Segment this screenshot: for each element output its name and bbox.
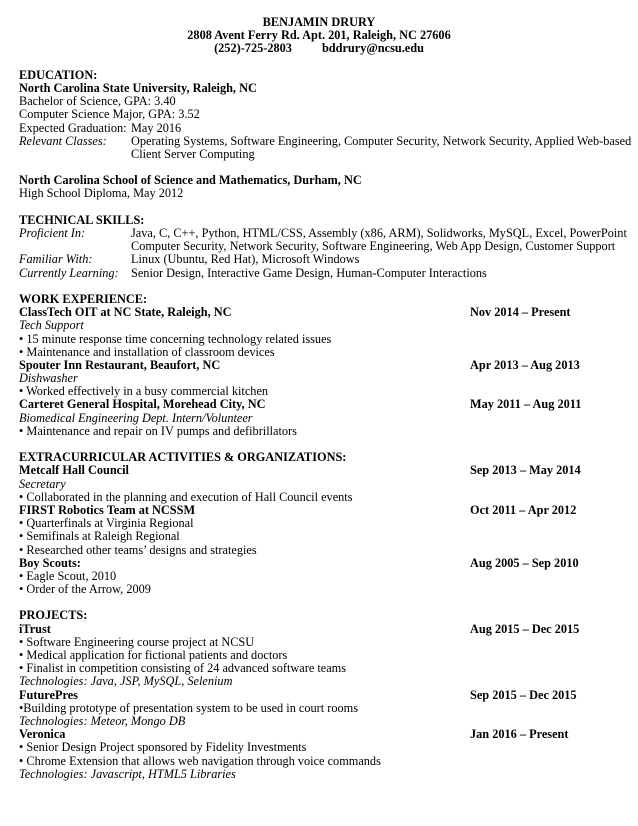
graduation-row: [19, 122, 619, 135]
learning-row: [19, 267, 619, 280]
job-title-row: [19, 306, 619, 319]
proficient-label: Proficient In:: [19, 226, 86, 240]
classes-row: [19, 133, 632, 148]
activity-org: Boy Scouts:: [19, 555, 81, 570]
list-item: • Collaborated in the planning and execution of Hall Council events: [19, 489, 353, 504]
school-ncsu: North Carolina State University, Raleigh, NC: [19, 80, 257, 95]
project-name: Veronica: [19, 727, 66, 742]
project-tech: Technologies: Java, JSP, MySQL, Selenium: [19, 674, 233, 689]
list-item: • Worked effectively in a busy commercial kitchen: [19, 384, 269, 399]
classes-value-1: Operating Systems, Software Engineering, Computer Security, Network Security, Applied Web-based: [131, 133, 632, 148]
familiar-row: [19, 253, 619, 266]
job-org: ClassTech OIT at NC State, Raleigh, NC: [19, 305, 232, 320]
job-role: Biomedical Engineering Dept. Intern/Volunteer: [19, 410, 253, 425]
list-item: • Maintenance and installation of classroom devices: [19, 344, 275, 359]
learning-label: Currently Learning:: [19, 265, 119, 280]
project-date: Jan 2016 – Present: [470, 727, 569, 742]
list-item: • Senior Design Project sponsored by Fidelity Investments: [19, 740, 307, 755]
projects-heading: PROJECTS:: [19, 608, 88, 623]
list-item: • Software Engineering course project at NCSU: [19, 634, 255, 649]
proficient-value-1: Java, C, C++, Python, HTML/CSS, Assembly (x86, ARM), Solidworks, MySQL, Excel, PowerPoint: [131, 226, 627, 240]
list-item: • Medical application for fictional patients and doctors: [19, 648, 288, 662]
list-item: •Building prototype of presentation system to be used in court rooms: [19, 700, 359, 715]
classes-row-2: [19, 148, 619, 161]
project-name: iTrust: [19, 621, 51, 636]
activity-role: Secretary: [19, 476, 66, 491]
education-heading: EDUCATION:: [19, 67, 98, 82]
list-item: • Chrome Extension that allows web navigation through voice commands: [19, 753, 381, 768]
job-title-row: [19, 359, 619, 372]
graduation-value: May 2016: [131, 120, 182, 135]
activity-org: Metcalf Hall Council: [19, 463, 129, 478]
contact-line: [19, 42, 619, 55]
proficient-value-2: Computer Security, Network Security, Software Engineering, Web App Design, Customer Support: [131, 239, 616, 254]
project-tech: Technologies: Meteor, Mongo DB: [19, 713, 186, 728]
list-item: • Order of the Arrow, 2009: [19, 582, 151, 597]
job-title-row: [19, 398, 619, 411]
email[interactable]: bddrury@ncsu.edu: [321, 41, 424, 56]
learning-value: Senior Design, Interactive Game Design, Human-Computer Interactions: [131, 265, 487, 280]
major-cs: Computer Science Major, GPA: 3.52: [19, 107, 200, 122]
job-date: May 2011 – Aug 2011: [470, 397, 582, 412]
degree-bs: Bachelor of Science, GPA: 3.40: [19, 94, 176, 109]
list-item: • Eagle Scout, 2010: [19, 568, 117, 583]
job-role: Dishwasher: [19, 371, 78, 386]
project-date: Sep 2015 – Dec 2015: [470, 687, 577, 702]
activity-date: Oct 2011 – Apr 2012: [470, 502, 577, 517]
job-role: Tech Support: [19, 318, 84, 333]
list-item: • Semifinals at Raleigh Regional: [19, 529, 180, 544]
activity-date: Aug 2005 – Sep 2010: [470, 555, 579, 570]
job-date: Nov 2014 – Present: [470, 305, 571, 320]
activity-date: Sep 2013 – May 2014: [470, 463, 581, 478]
activities-heading: EXTRACURRICULAR ACTIVITIES & ORGANIZATIONS:: [19, 450, 347, 465]
candidate-name: BENJAMIN DRURY: [262, 15, 376, 29]
phone: (252)-725-2803: [214, 41, 292, 56]
list-item: • 15 minute response time concerning technology related issues: [19, 331, 332, 346]
skills-heading: TECHNICAL SKILLS:: [19, 212, 145, 227]
classes-label: Relevant Classes:: [19, 133, 107, 148]
job-date: Apr 2013 – Aug 2013: [470, 357, 580, 372]
activity-title-row: [19, 464, 619, 477]
project-date: Aug 2015 – Dec 2015: [470, 621, 580, 636]
list-item: • Researched other teams’ designs and strategies: [19, 542, 257, 557]
resume-page: [19, 15, 632, 781]
project-title-row: [19, 689, 619, 702]
school-ncssm: North Carolina School of Science and Mathematics, Durham, NC: [19, 173, 362, 188]
project-tech: Technologies: Javascript, HTML5 Libraries: [19, 766, 236, 781]
degree-hs: High School Diploma, May 2012: [19, 186, 184, 201]
list-item: • Quarterfinals at Virginia Regional: [19, 516, 194, 531]
familiar-value: Linux (Ubuntu, Red Hat), Microsoft Windows: [131, 252, 360, 267]
job-org: Spouter Inn Restaurant, Beaufort, NC: [19, 357, 221, 372]
classes-value-2: Client Server Computing: [131, 146, 255, 161]
project-name: FuturePres: [19, 687, 78, 702]
address: 2808 Avent Ferry Rd. Apt. 201, Raleigh, NC 27606: [187, 28, 451, 43]
familiar-label: Familiar With:: [19, 252, 93, 267]
graduation-label: Expected Graduation:: [19, 120, 127, 135]
activity-org: FIRST Robotics Team at NCSSM: [19, 502, 196, 517]
activity-title-row: [19, 557, 619, 570]
list-item: • Maintenance and repair on IV pumps and defibrillators: [19, 423, 297, 438]
list-item: • Finalist in competition consisting of 24 advanced software teams: [19, 661, 347, 676]
project-title-row: [19, 623, 619, 636]
job-org: Carteret General Hospital, Morehead City, NC: [19, 397, 266, 412]
work-heading: WORK EXPERIENCE:: [19, 291, 148, 306]
